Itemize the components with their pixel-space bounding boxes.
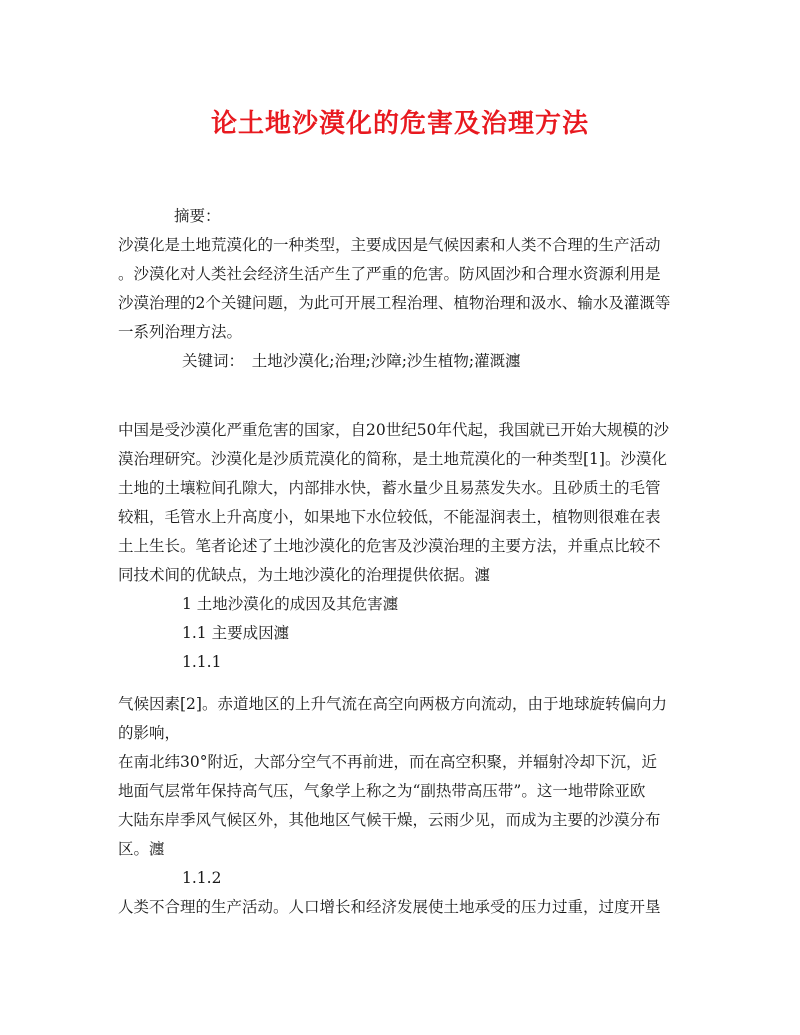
abstract-label: 摘要：	[174, 207, 221, 225]
abstract-line: 一系列治理方法。	[118, 323, 243, 341]
intro-line: 土上生长。笔者论述了土地沙漠化的危害及沙漠治理的主要方法，并重点比较不	[118, 537, 661, 555]
introduction-section	[118, 416, 688, 677]
section-heading-1-1: 1.1 主要成因瀍	[182, 624, 290, 642]
section-heading-1-1-2: 1.1.2	[182, 869, 222, 887]
climate-section	[118, 690, 688, 922]
climate-line: 的影响，	[118, 724, 181, 742]
intro-line: 土地的土壤粒间孔隙大，内部排水快，蓄水量少且易蒸发失水。且砂质土的毛管	[118, 479, 661, 497]
abstract-line: 沙漠治理的2个关键问题，为此可开展工程治理、植物治理和汲水、输水及灌溉等	[118, 294, 671, 312]
intro-line: 同技术间的优缺点，为土地沙漠化的治理提供依据。瀍	[118, 566, 491, 584]
abstract-line: 沙漠化是土地荒漠化的一种类型，主要成因是气候因素和人类不合理的生产活动	[118, 236, 661, 254]
section-heading-1-1-1: 1.1.1	[182, 653, 222, 671]
climate-line: 区。瀍	[118, 840, 165, 858]
climate-line: 在南北纬30°附近，大部分空气不再前进，而在高空积聚，并辐射冷却下沉，近	[118, 753, 657, 771]
climate-line: 气候因素[2]。赤道地区的上升气流在高空向两极方向流动，由于地球旋转偏向力	[118, 695, 667, 713]
abstract-section	[118, 202, 688, 376]
abstract-line: 。沙漠化对人类社会经济生活产生了严重的危害。防风固沙和合理水资源利用是	[118, 265, 661, 283]
human-activity-line: 人类不合理的生产活动。人口增长和经济发展使土地承受的压力过重，过度开垦	[118, 898, 661, 916]
document-title: 论土地沙漠化的危害及治理方法	[210, 109, 589, 139]
keywords-line: 关键词： 土地沙漠化;治理;沙障;沙生植物;灌溉瀍	[182, 352, 521, 370]
climate-line: 地面气层常年保持高气压，气象学上称之为“副热带高压带”。这一地带除亚欧	[118, 782, 646, 800]
intro-line: 较粗，毛管水上升高度小，如果地下水位较低，不能湿润表土，植物则很难在表	[118, 508, 661, 526]
section-heading-1: 1 土地沙漠化的成因及其危害瀍	[182, 595, 399, 613]
climate-line: 大陆东岸季风气候区外，其他地区气候干燥，云雨少见，而成为主要的沙漠分布	[118, 811, 661, 829]
intro-line: 中国是受沙漠化严重危害的国家，自20世纪50年代起，我国就已开始大规模的沙	[118, 421, 669, 439]
intro-line: 漠治理研究。沙漠化是沙质荒漠化的简称，是土地荒漠化的一种类型[1]。沙漠化	[118, 450, 667, 468]
